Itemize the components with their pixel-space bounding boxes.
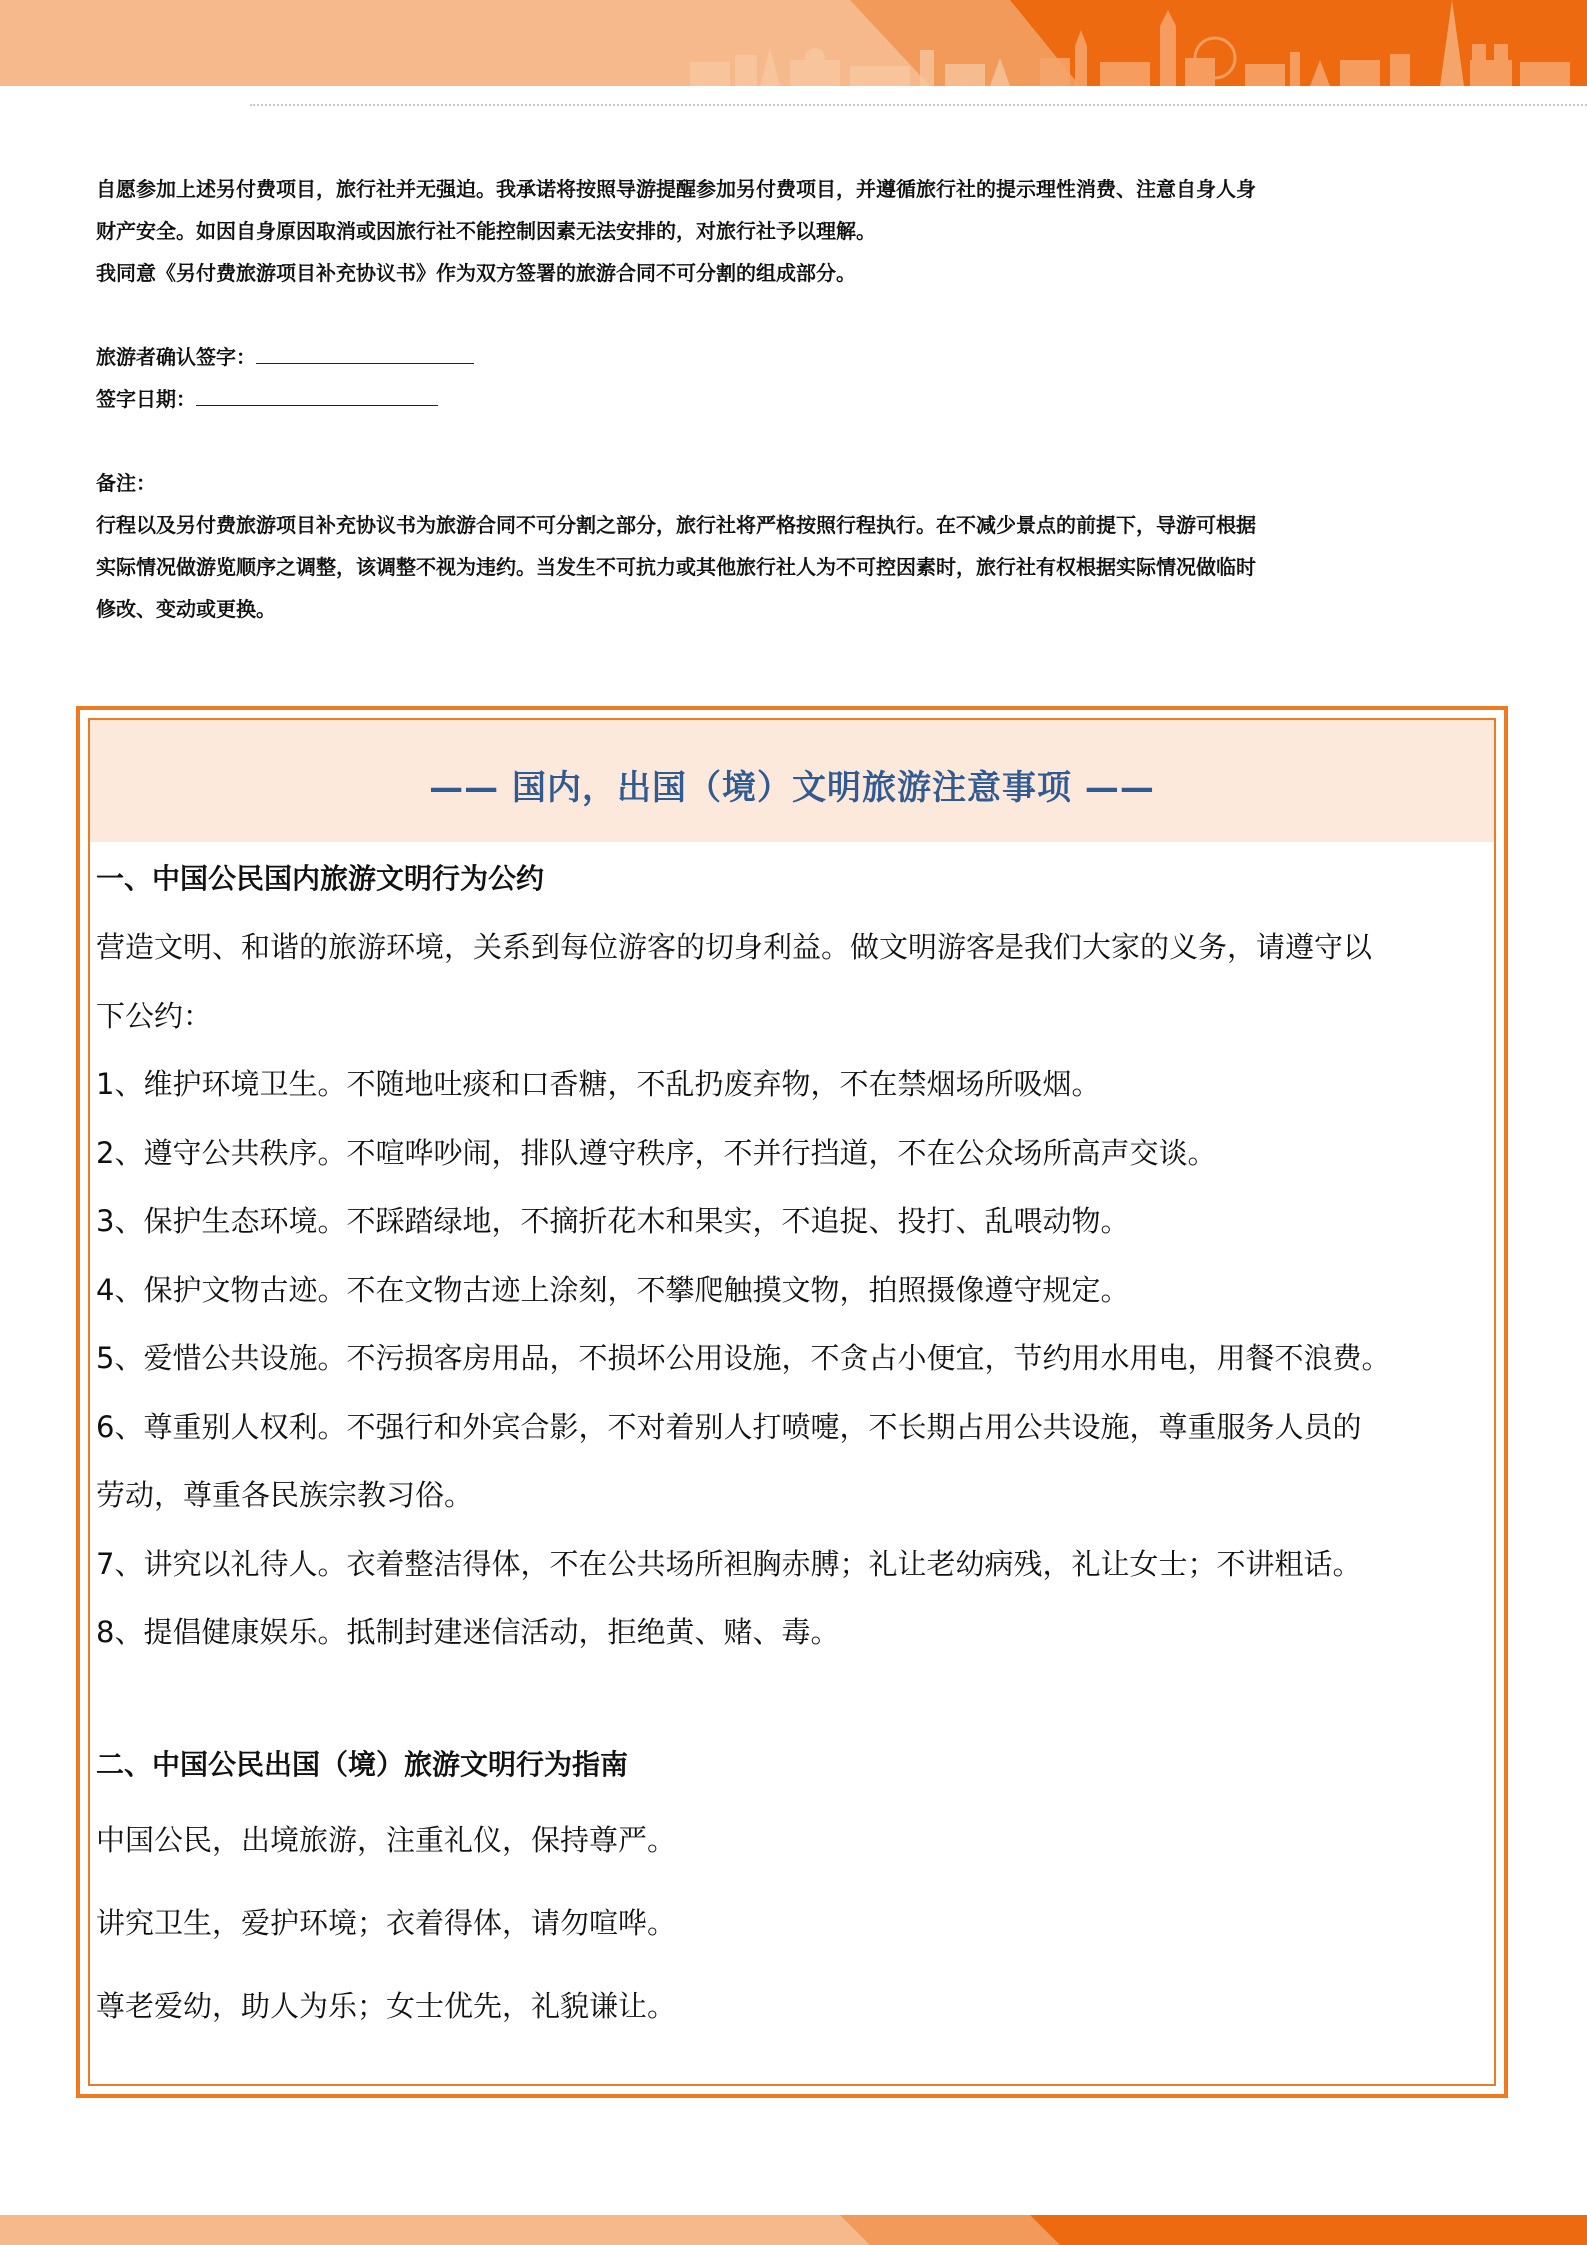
list-item: 1、维护环境卫生。不随地吐痰和口香糖，不乱扔废弃物，不在禁烟场所吸烟。 (96, 1067, 1101, 1101)
section-1-intro-line-1: 营造文明、和谐的旅游环境，关系到每位游客的切身利益。做文明游客是我们大家的义务，请遵守以 (96, 930, 1373, 964)
header-banner-graphic (0, 0, 1587, 86)
note-line-2: 实际情况做游览顺序之调整，该调整不视为违约。当发生不可抗力或其他旅行社人为不可控因素时，旅行社有权根据实际情况做临时 (96, 555, 1256, 579)
list-item: 2、遵守公共秩序。不喧哗吵闹，排队遵守秩序，不并行挡道，不在公众场所高声交谈。 (96, 1135, 1217, 1170)
section-2-title: 二、中国公民出国（境）旅游文明行为指南 (96, 1747, 629, 1781)
agreement-paragraph-2: 财产安全。如因自身原因取消或因旅行社不能控制因素无法安排的，对旅行社予以理解。 (96, 219, 876, 243)
notice-box-header (90, 720, 1494, 842)
list-item: 5、爱惜公共设施。不污损客房用品，不损坏公用设施，不贪占小便宜，节约用水用电，用餐不浪费。 (96, 1341, 1391, 1375)
list-item: 劳动，尊重各民族宗教习俗。 (96, 1478, 474, 1512)
guide-line: 中国公民，出境旅游，注重礼仪，保持尊严。 (96, 1822, 677, 1857)
signature-field[interactable] (256, 341, 474, 364)
header-banner (0, 0, 1587, 86)
footer-banner-graphic (0, 2215, 1587, 2245)
section-1-intro-line-2: 下公约： (96, 998, 213, 1033)
list-item: 7、讲究以礼待人。衣着整洁得体，不在公共场所袒胸赤膊；礼让老幼病残，礼让女士；不讲粗话。 (96, 1546, 1362, 1581)
list-item: 4、保护文物古迹。不在文物古迹上涂刻，不攀爬触摸文物，拍照摄像遵守规定。 (96, 1272, 1130, 1307)
section-1-title: 一、中国公民国内旅游文明行为公约 (96, 862, 545, 895)
signature-row (96, 336, 1496, 378)
sign-date-label: 签字日期： (96, 387, 196, 411)
list-item: 8、提倡健康娱乐。抵制封建迷信活动，拒绝黄、赌、毒。 (96, 1615, 840, 1649)
agreement-paragraph-1: 自愿参加上述另付费项目，旅行社并无强迫。我承诺将按照导游提醒参加另付费项目，并遵循旅行社的提示理性消费、注意自身人身 (96, 177, 1256, 201)
header-divider (250, 104, 1587, 106)
note-line-3: 修改、变动或更换。 (96, 597, 276, 621)
sign-date-field[interactable] (196, 383, 438, 406)
list-item: 6、尊重别人权利。不强行和外宾合影，不对着别人打喷嚏，不长期占用公共设施，尊重服务人员的 (96, 1409, 1362, 1444)
sign-date-row (96, 378, 1496, 420)
agreement-paragraph-3: 我同意《另付费旅游项目补充协议书》作为双方签署的旅游合同不可分割的组成部分。 (96, 261, 856, 285)
notice-content (96, 845, 1506, 2048)
footer-banner (0, 2215, 1587, 2245)
agreement-text (96, 168, 1496, 630)
guide-line: 讲究卫生，爱护环境；衣着得体，请勿喧哗。 (96, 1905, 677, 1940)
note-line-1: 行程以及另付费旅游项目补充协议书为旅游合同不可分割之部分，旅行社将严格按照行程执行。在不减少景点的前提下，导游可根据 (96, 513, 1256, 537)
list-item: 3、保护生态环境。不踩踏绿地，不摘折花木和果实，不追捉、投打、乱喂动物。 (96, 1204, 1130, 1238)
signature-label: 旅游者确认签字： (96, 345, 256, 369)
note-label: 备注： (96, 471, 156, 495)
notice-box-title: —— 国内，出国（境）文明旅游注意事项 —— (429, 768, 1155, 808)
guide-line: 尊老爱幼，助人为乐；女士优先，礼貌谦让。 (96, 1988, 677, 2023)
